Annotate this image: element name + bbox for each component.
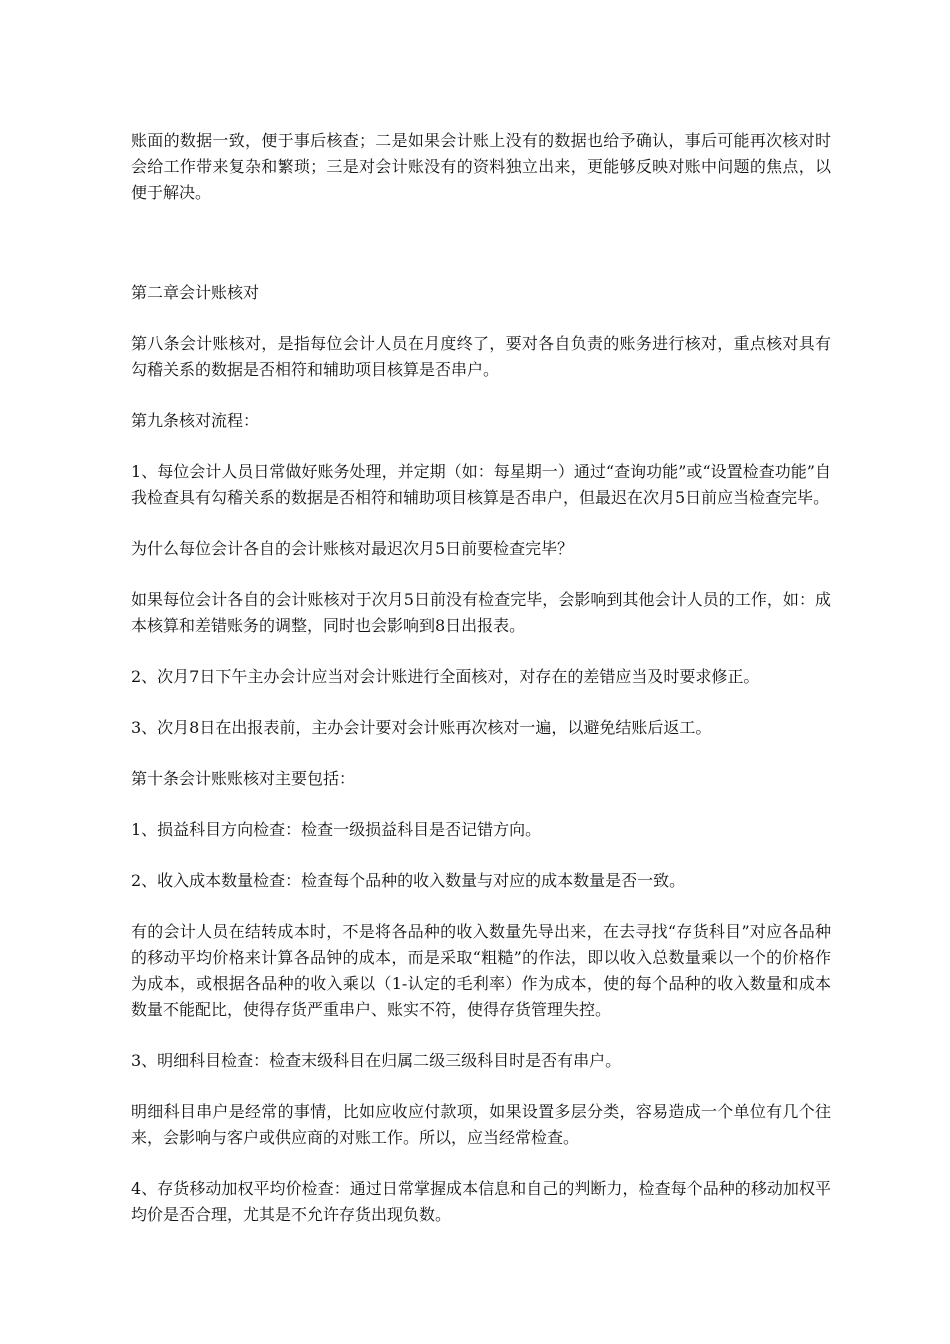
check-item-2: 2、收入成本数量检查：检查每个品种的收入数量与对应的成本数量是否一致。 bbox=[131, 871, 686, 890]
answer-paragraph: 如果每位会计各自的会计账核对于次月5日前没有检查完毕，会影响到其他会计人员的工作，如：成本核算和差错账务的调整，同时也会影响到8日出报表。 bbox=[131, 590, 831, 635]
intro-paragraph: 账面的数据一致，便于事后核查；二是如果会计账上没有的数据也给予确认，事后可能再次核对时会给工作带来复杂和繁琐；三是对会计账没有的资料独立出来，更能够反映对账中问题的焦点，以便于解决。 bbox=[131, 131, 831, 202]
article-9-title: 第九条核对流程： bbox=[131, 411, 260, 430]
flow-item-2: 2、次月7日下午主办会计应当对会计账进行全面核对，对存在的差错应当及时要求修正。 bbox=[131, 667, 760, 686]
check-item-1: 1、损益科目方向检查：检查一级损益科目是否记错方向。 bbox=[131, 820, 542, 839]
check-item-3: 3、明细科目检查：检查末级科目在归属二级三级科目时是否有串户。 bbox=[131, 1051, 622, 1070]
flow-item-1: 1、每位会计人员日常做好账务处理，并定期（如：每星期一）通过“查询功能”或“设置检查功能”自我检查具有勾稽关系的数据是否相符和辅助项目核算是否串户，但最迟在次月5日前应当检查完毕。 bbox=[131, 462, 831, 507]
check-item-3-note: 明细科目串户是经常的事情，比如应收应付款项，如果设置多层分类，容易造成一个单位有几个往来，会影响与客户或供应商的对账工作。所以，应当经常检查。 bbox=[131, 1102, 831, 1147]
article-8-paragraph: 第八条会计账核对，是指每位会计人员在月度终了，要对各自负责的账务进行核对，重点核对具有勾稽关系的数据是否相符和辅助项目核算是否串户。 bbox=[131, 334, 831, 379]
check-item-4: 4、存货移动加权平均价检查：通过日常掌握成本信息和自己的判断力，检查每个品种的移动加权平均价是否合理，尤其是不允许存货出现负数。 bbox=[131, 1179, 831, 1224]
check-item-2-note: 有的会计人员在结转成本时，不是将各品种的收入数量先导出来，在去寻找“存货科目”对应各品种的移动平均价格来计算各品钟的成本，而是采取“粗糙”的作法，即以收入总数量乘以一个的价格作为成本，或根据各品种的收入乘以（1-认定的毛利率）作为成本，使的每个品种的收入数量和成本数量不能配比，使得存货严重串户、账实不符，使得存货管理失控。 bbox=[131, 922, 831, 1019]
chapter-title: 第二章会计账核对 bbox=[131, 283, 260, 302]
article-10-title: 第十条会计账账核对主要包括： bbox=[131, 769, 356, 788]
question-paragraph: 为什么每位会计各自的会计账核对最迟次月5日前要检查完毕？ bbox=[131, 539, 574, 558]
flow-item-3: 3、次月8日在出报表前，主办会计要对会计账再次核对一遍，以避免结账后返工。 bbox=[131, 718, 712, 737]
document-page bbox=[131, 128, 831, 1253]
